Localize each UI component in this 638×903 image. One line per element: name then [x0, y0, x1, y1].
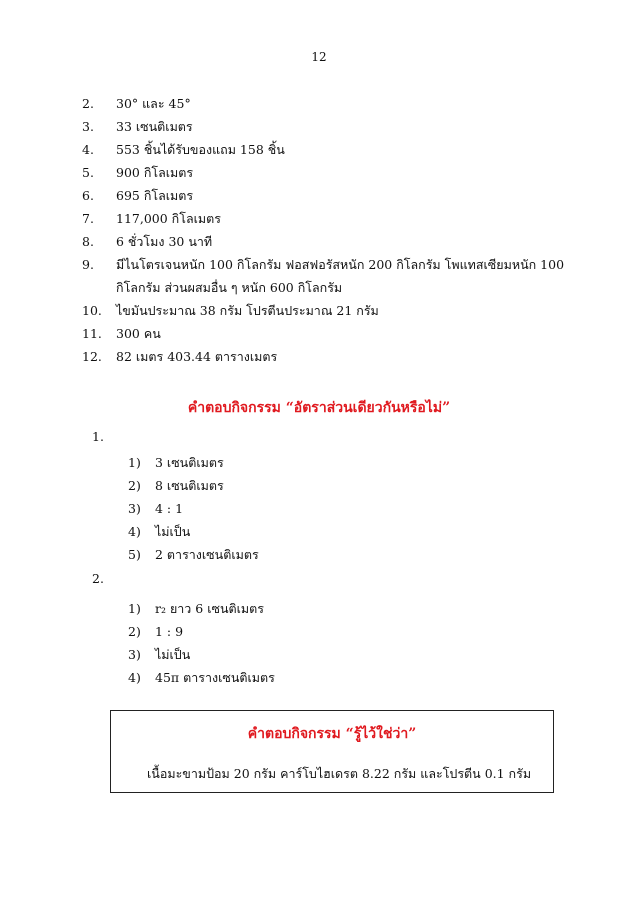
- answer-row: [82, 161, 602, 184]
- page-number: 12: [311, 50, 327, 64]
- group-number: 2.: [92, 571, 104, 586]
- group-number: 1.: [92, 429, 104, 444]
- sub-answer-number: 4): [128, 670, 141, 685]
- answer-text: 30° และ 45°: [116, 95, 191, 111]
- answer-text: 300 คน: [116, 325, 161, 341]
- answer-number: 4.: [82, 142, 94, 157]
- sub-answer-row: [128, 543, 528, 566]
- section-title: คำตอบกิจกรรม “อัตราส่วนเดียวกันหรือไม่”: [187, 400, 451, 416]
- answer-row: [82, 115, 602, 138]
- answer-row: [82, 230, 602, 253]
- sub-answer-row: [128, 643, 528, 666]
- answer-number: 8.: [82, 234, 94, 249]
- answer-number: 10.: [82, 303, 102, 318]
- sub-answer-number: 1): [128, 601, 141, 616]
- sub-answer-row: [128, 497, 528, 520]
- answer-text: 900 กิโลเมตร: [116, 164, 194, 180]
- answer-text: 117,000 กิโลเมตร: [116, 210, 221, 226]
- sub-answer-row: [128, 520, 528, 543]
- sub-answer-row: [128, 666, 528, 689]
- sub-answer-number: 1): [128, 455, 141, 470]
- sub-answer-text: 3 เซนติเมตร: [155, 454, 224, 470]
- answer-number: 9.: [82, 257, 94, 272]
- sub-answer-text: 2 ตารางเซนติเมตร: [155, 546, 259, 562]
- answer-number: 3.: [82, 119, 94, 134]
- sub-answer-text: ไม่เป็น: [155, 523, 191, 539]
- sub-answer-list: [128, 451, 528, 566]
- sub-answer-number: 2): [128, 624, 141, 639]
- sub-answer-number: 3): [128, 647, 141, 662]
- sub-answer-text: 8 เซนติเมตร: [155, 477, 224, 493]
- sub-answer-number: 3): [128, 501, 141, 516]
- answer-text: 82 เมตร 403.44 ตารางเมตร: [116, 348, 278, 364]
- answer-number: 2.: [82, 96, 94, 111]
- answer-text: 33 เซนติเมตร: [116, 118, 193, 134]
- answer-text: 695 กิโลเมตร: [116, 187, 194, 203]
- answer-number: 12.: [82, 349, 102, 364]
- answer-row: [82, 253, 602, 299]
- answer-row: [82, 322, 602, 345]
- sub-answer-number: 4): [128, 524, 141, 539]
- answer-number: 7.: [82, 211, 94, 226]
- sub-answer-number: 5): [128, 547, 141, 562]
- answer-list: [82, 92, 602, 368]
- sub-answer-text: 1 : 9: [155, 624, 184, 639]
- sub-answer-row: [128, 597, 528, 620]
- sub-answer-text: r₂ ยาว 6 เซนติเมตร: [155, 600, 264, 616]
- answer-row: [82, 184, 602, 207]
- sub-answer-row: [128, 451, 528, 474]
- sub-answer-row: [128, 620, 528, 643]
- answer-number: 11.: [82, 326, 102, 341]
- sub-answer-list: [128, 597, 528, 689]
- sub-answer-text: ไม่เป็น: [155, 646, 191, 662]
- answer-text: มีไนโตรเจนหนัก 100 กิโลกรัม ฟอสฟอรัสหนัก 200 กิโลกรัม โพแทสเซียมหนัก 100 กิโลกรัม ส่วนผสมอื่น ๆ หนัก 600 กิโลกรัม: [116, 257, 565, 295]
- answer-number: 6.: [82, 188, 94, 203]
- sub-answer-row: [128, 474, 528, 497]
- answer-row: [82, 345, 602, 368]
- box-text: เนื้อมะขามป้อม 20 กรัม คาร์โบไฮเดรต 8.22 กรัม และโปรตีน 0.1 กรัม: [147, 766, 532, 781]
- sub-answer-text: 4 : 1: [155, 501, 184, 516]
- answer-row: [82, 138, 602, 161]
- answer-text: 553 ชิ้นได้รับของแถม 158 ชิ้น: [116, 141, 285, 157]
- answer-row: [82, 299, 602, 322]
- answer-row: [82, 207, 602, 230]
- answer-text: ไขมันประมาณ 38 กรัม โปรตีนประมาณ 21 กรัม: [116, 302, 379, 318]
- answer-box: [110, 710, 554, 793]
- sub-answer-text: 45π ตารางเซนติเมตร: [155, 669, 275, 685]
- sub-answer-number: 2): [128, 478, 141, 493]
- answer-row: [82, 92, 602, 115]
- answer-text: 6 ชั่วโมง 30 นาที: [116, 233, 213, 249]
- answer-number: 5.: [82, 165, 94, 180]
- box-title: คำตอบกิจกรรม “รู้ไว้ใช่ว่า”: [247, 726, 417, 742]
